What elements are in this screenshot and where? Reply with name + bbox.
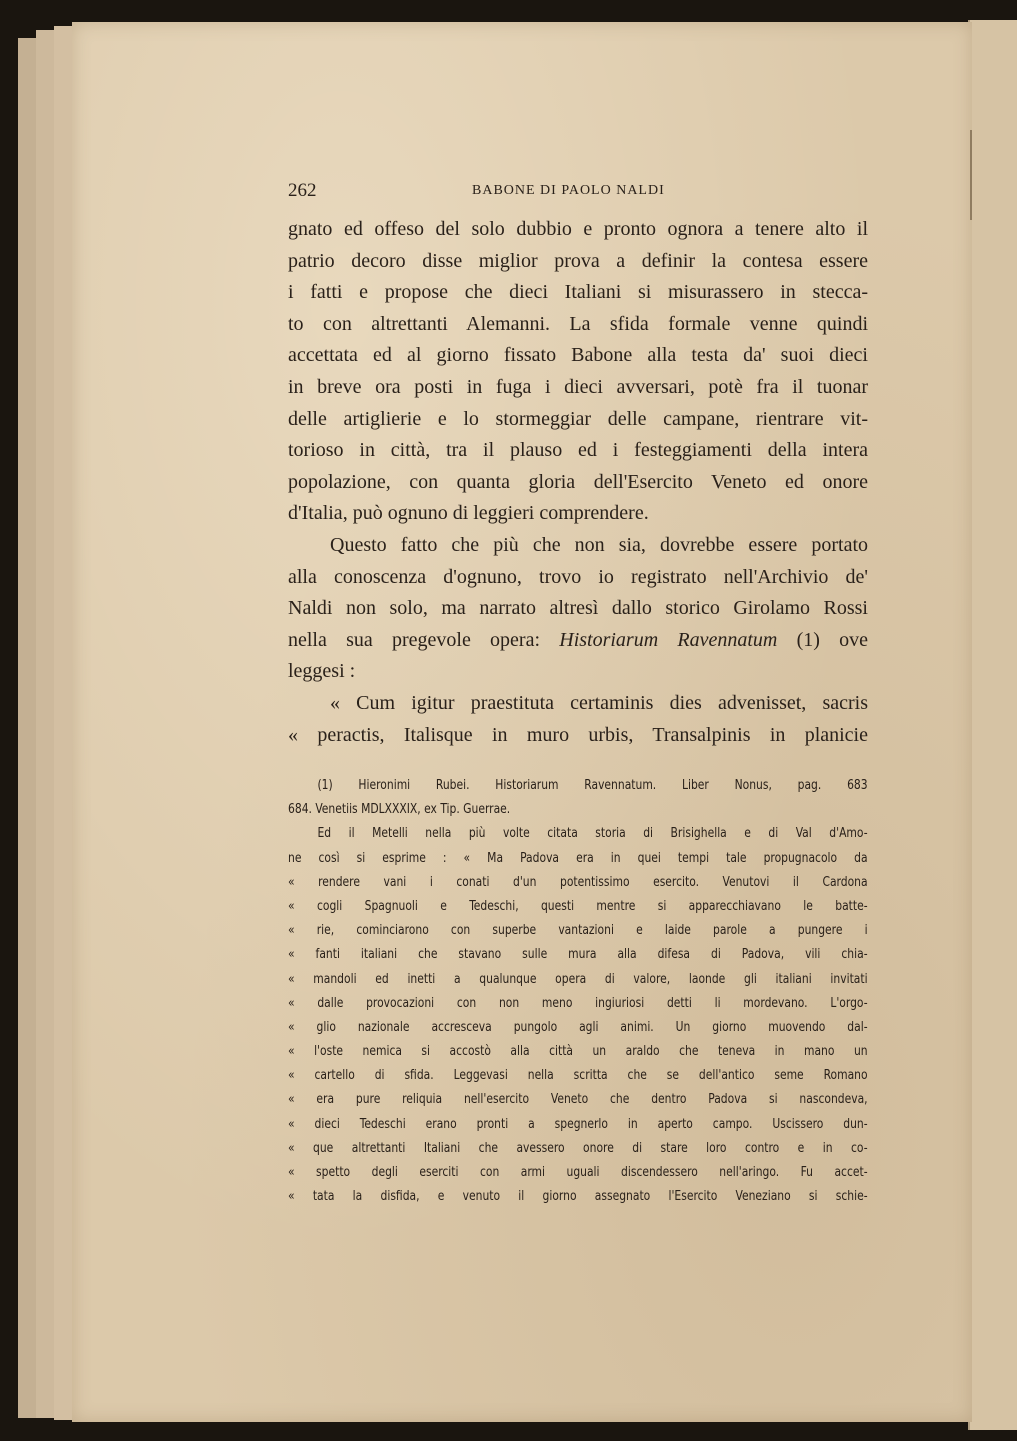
footnote-line: « glio nazionale accresceva pungolo agli animi. Un giorno muovendo dal- [288,1019,868,1035]
page-number: 262 [288,180,317,201]
footnotes [288,774,868,1209]
footnote-line: « que altrettanti Italiani che avessero onore di stare loro contro e in co- [288,1140,868,1156]
footnote-line: 684. Venetiis MDLXXXIX, ex Tip. Guerrae. [288,802,511,818]
footnote-reference: (1) ove [796,628,869,651]
text-line: i fatti e propose che dieci Italiani si misurassero in stecca- [288,281,868,304]
footnote-line: « spetto degli eserciti con armi uguali discendessero nell'aringo. Fu accet- [288,1165,868,1180]
text-line: d'Italia, può ognuno di leggieri comprendere. [288,502,649,525]
text-line: popolazione, con quanta gloria dell'Esercito Veneto ed onore [288,470,868,493]
footnote-line: « rie, cominciarono con superbe vantazioni e laide parole a pungere i [288,923,868,939]
footnote-line: « era pure reliquia nell'esercito Veneto che dentro Padova si nascondeva, [288,1092,868,1108]
text-line: gnato ed offeso del solo dubbio e pronto ognora a tenere alto il [288,218,868,240]
text-line: leggesi : [288,660,356,683]
main-text [288,214,868,751]
text-line: delle artiglierie e lo stormeggiar delle campane, rientrare vit- [288,407,868,430]
footnote-line: « l'oste nemica si accostò alla città un araldo che teneva in mano un [288,1044,868,1060]
page-header [288,180,868,204]
text-line: accettata ed al giorno fissato Babone alla testa da' suoi dieci [288,344,868,367]
footnote-line: ne così si esprime : « Ma Padova era in quei tempi tale propugnacolo da [288,850,868,866]
footnote-line: « mandoli ed inetti a qualunque opera di valore, laonde gli italiani invitati [288,971,868,987]
footnote-line: « fanti italiani che stavano sulle mura alla difesa di Padova, vili chia- [288,947,868,963]
text-line: torioso in città, tra il plauso ed i festeggiamenti della intera [288,439,868,462]
text-line: to con altrettanti Alemanni. La sfida formale venne quindi [288,312,868,335]
quote-line: « peractis, Italisque in muro urbis, Transalpinis in planicie [288,723,868,746]
text-fragment: nella sua pregevole opera: [288,628,541,651]
footnote-line: « cartello di sfida. Leggevasi nella scritta che se dell'antico seme Romano [288,1068,868,1084]
footnote-line: « dalle provocazioni con non meno ingiuriosi detti li mordevano. L'orgo- [288,995,868,1011]
text-line: Questo fatto che più che non sia, dovrebbe essere portato [330,533,868,556]
quote-line: « Cum igitur praestituta certaminis dies advenisset, sacris [330,691,868,714]
text-line-with-title [288,625,868,657]
text-line: alla conoscenza d'ognuno, trovo io registrato nell'Archivio de' [288,565,868,588]
footnote-line: « rendere vani i conati d'un potentissimo esercito. Venutovi il Cardona [288,874,868,890]
footnote-line: « cogli Spagnuoli e Tedeschi, questi mentre si apparecchiavano le batte- [288,898,868,914]
text-line: patrio decoro disse miglior prova a definir la contesa essere [288,249,868,272]
work-title: Historiarum Ravennatum [559,628,778,651]
footnote-line: « tata la disfida, e venuto il giorno assegnato l'Esercito Veneziano si schie- [288,1189,868,1205]
footnote-line: Ed il Metelli nella più volte citata storia di Brisighella e di Val d'Amo- [317,826,868,842]
adjacent-page-edge [968,20,1017,1430]
footnote-line: « dieci Tedeschi erano pronti a spegnerlo in aperto campo. Uscissero dun- [288,1116,868,1132]
text-line: Naldi non solo, ma narrato altresì dallo storico Girolamo Rossi [288,597,868,620]
footnote-line: (1) Hieronimi Rubei. Historiarum Ravennatum. Liber Nonus, pag. 683 [317,778,868,793]
running-title: BABONE DI PAOLO NALDI [472,183,665,198]
spine-mark [970,130,972,220]
text-line: in breve ora posti in fuga i dieci avversari, potè fra il tuonar [288,375,868,398]
